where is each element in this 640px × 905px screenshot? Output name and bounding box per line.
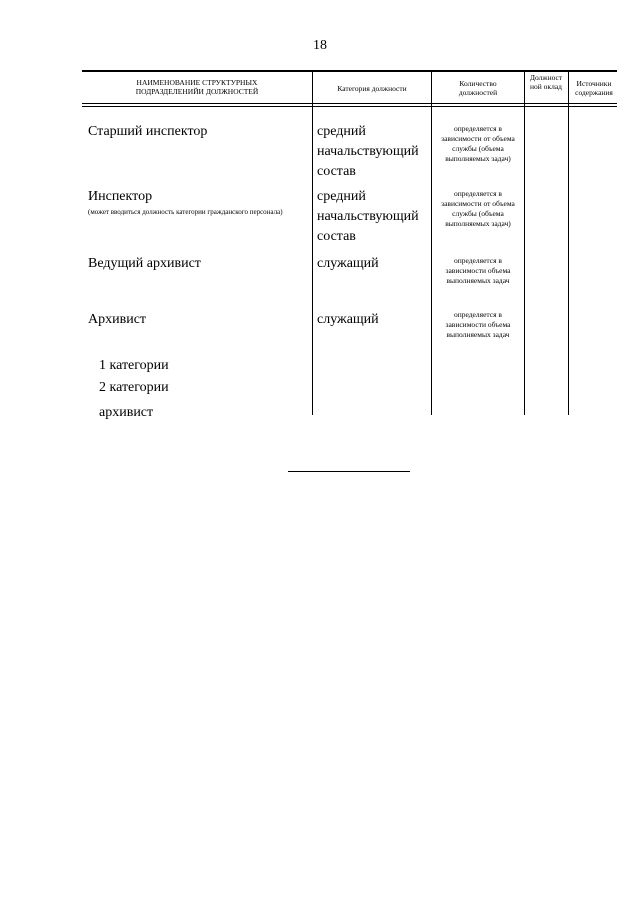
header-quantity: Количество должностей xyxy=(458,79,498,97)
sub-item: 2 категории xyxy=(99,380,169,395)
header-bottom-border xyxy=(82,103,617,104)
row-quantity: определяется в зависимости объема выполняемых задач xyxy=(445,256,511,285)
header-salary: Должност ной оклад xyxy=(529,73,563,91)
row-category: средний начальствующий состав xyxy=(317,189,419,244)
column-divider xyxy=(431,70,432,415)
header-category: Категория должности xyxy=(337,84,407,93)
column-divider xyxy=(524,70,525,415)
column-divider xyxy=(568,70,569,415)
row-name: Ведущий архивист xyxy=(88,256,201,271)
row-category: средний начальствующий состав xyxy=(317,124,419,179)
row-name: Архивист xyxy=(88,312,147,327)
row-quantity: определяется в зависимости от объема службы (объема выполняемых задач) xyxy=(441,189,515,228)
header-bottom-border-double xyxy=(82,106,617,107)
sub-item: архивист xyxy=(99,405,154,420)
row-quantity: определяется в зависимости от объема службы (объема выполняемых задач) xyxy=(441,124,515,163)
column-divider xyxy=(312,70,313,415)
row-name: Старший инспектор xyxy=(88,124,208,139)
row-quantity: определяется в зависимости объема выполняемых задач xyxy=(445,310,511,339)
table-top-border xyxy=(82,70,617,72)
header-sources: Источники содержания xyxy=(575,79,613,97)
page-number: 18 xyxy=(313,38,327,53)
row-category: служащий xyxy=(317,312,379,327)
row-note: (может вводиться должность категории гражданского персонала) xyxy=(88,208,283,216)
header-name: НАИМЕНОВАНИЕ СТРУКТУРНЫХ ПОДРАЗДЕЛЕНИЙИ ДОЛЖНОСТЕЙ xyxy=(135,78,259,96)
row-category: служащий xyxy=(317,256,379,271)
end-of-page-rule xyxy=(288,471,410,472)
sub-item: 1 категории xyxy=(99,358,169,373)
row-name: Инспектор xyxy=(88,189,153,204)
